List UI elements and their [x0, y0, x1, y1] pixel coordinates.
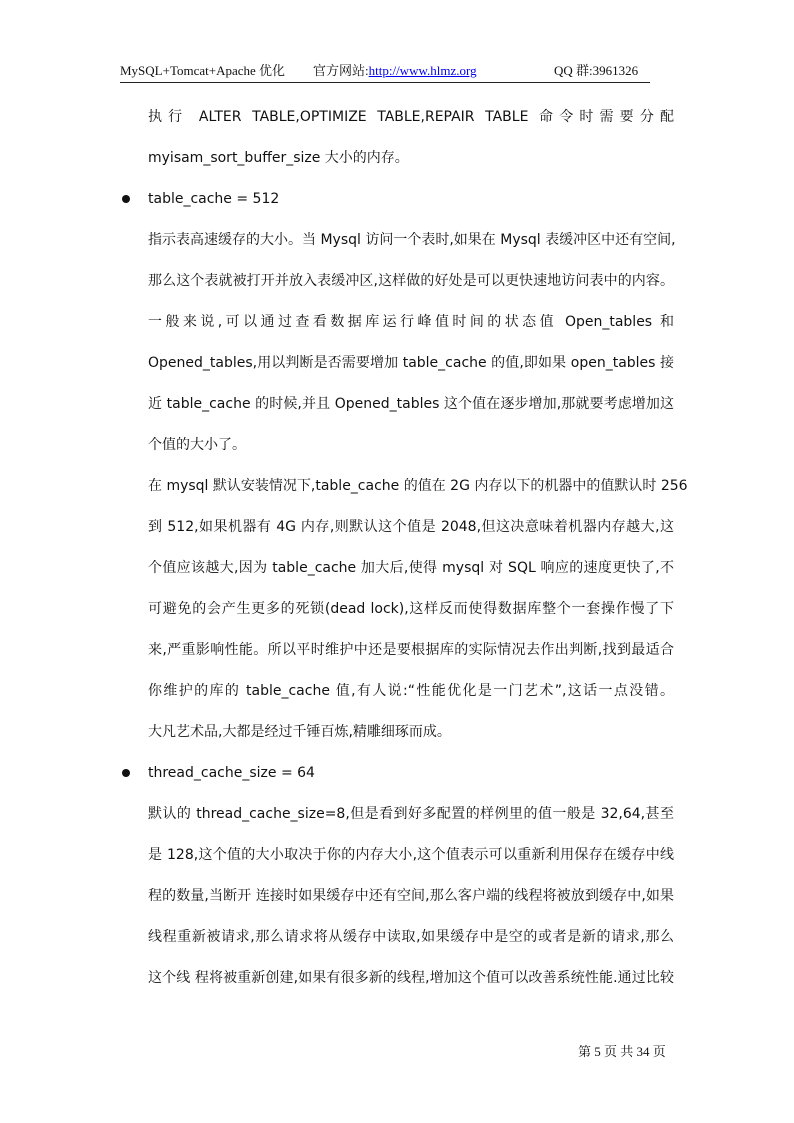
header-site-link[interactable]: http://www.hlmz.org: [368, 63, 477, 78]
header-site: [313, 60, 477, 79]
text-line: 程的数量,当断开 连接时如果缓存中还有空间,那么客户端的线程将被放到缓存中,如果: [148, 888, 674, 904]
text-line: 在 mysql 默认安装情况下,table_cache 的值在 2G 内存以下的机器中的值默认时 256: [148, 478, 688, 494]
text-line: 到 512,如果机器有 4G 内存,则默认这个值是 2048,但这决意味着机器内存越大,这: [148, 519, 674, 535]
text-line: 默认的 thread_cache_size=8,但是看到好多配置的样例里的值一般是 32,64,甚至: [148, 806, 674, 822]
text-line: 个值应该越大,因为 table_cache 加大后,使得 mysql 对 SQL 响应的速度更快了,不: [148, 560, 674, 576]
text-line: 一般来说,可以通过查看数据库运行峰值时间的状态值 Open_tables 和: [148, 314, 674, 330]
text-line: 线程重新被请求,那么请求将从缓存中读取,如果缓存中是空的或者是新的请求,那么: [148, 929, 674, 945]
text-line: 可避免的会产生更多的死锁(dead lock),这样反而使得数据库整个一套操作慢了下: [148, 601, 674, 617]
page-number: 第 5 页 共 34 页: [578, 1044, 666, 1059]
text-line: 那么这个表就被打开并放入表缓冲区,这样做的好处是可以更快速地访问表中的内容。: [148, 273, 674, 289]
text-line: 来,严重影响性能。所以平时维护中还是要根据库的实际情况去作出判断,找到最适合: [148, 642, 674, 658]
text-line: 指示表高速缓存的大小。当 Mysql 访问一个表时,如果在 Mysql 表缓冲区中还有空间,: [148, 232, 676, 248]
text-line: 个值的大小了。: [148, 437, 246, 453]
text-line: myisam_sort_buffer_size 大小的内存。: [148, 150, 409, 166]
bullet-item-thread-cache: thread_cache_size = 64: [148, 756, 674, 797]
page-header: [120, 58, 650, 83]
header-site-label: 官方网站:: [313, 63, 369, 78]
text-line: 执行 ALTER TABLE,OPTIMIZE TABLE,REPAIR TABLE 命令时需要分配: [148, 109, 674, 125]
text-line: 近 table_cache 的时候,并且 Opened_tables 这个值在逐步增加,那就要考虑增加这: [148, 396, 674, 412]
header-qq: QQ 群:3961326: [554, 63, 639, 78]
text-line: 是 128,这个值的大小取决于你的内存大小,这个值表示可以重新利用保存在缓存中线: [148, 847, 674, 863]
header-title: MySQL+Tomcat+Apache 优化: [120, 63, 286, 78]
document-body: [148, 100, 688, 1002]
text-line: Opened_tables,用以判断是否需要增加 table_cache 的值,即如果 open_tables 接: [148, 355, 674, 371]
text-line: 大凡艺术品,大都是经过千锤百炼,精雕细琢而成。: [148, 724, 451, 740]
text-line: 这个线 程将被重新创建,如果有很多新的线程,增加这个值可以改善系统性能.通过比较: [148, 970, 674, 986]
bullet-item-table-cache: table_cache = 512: [148, 182, 674, 223]
text-line: 你维护的库的 table_cache 值,有人说:“性能优化是一门艺术”,这话一点没错。: [148, 683, 674, 699]
